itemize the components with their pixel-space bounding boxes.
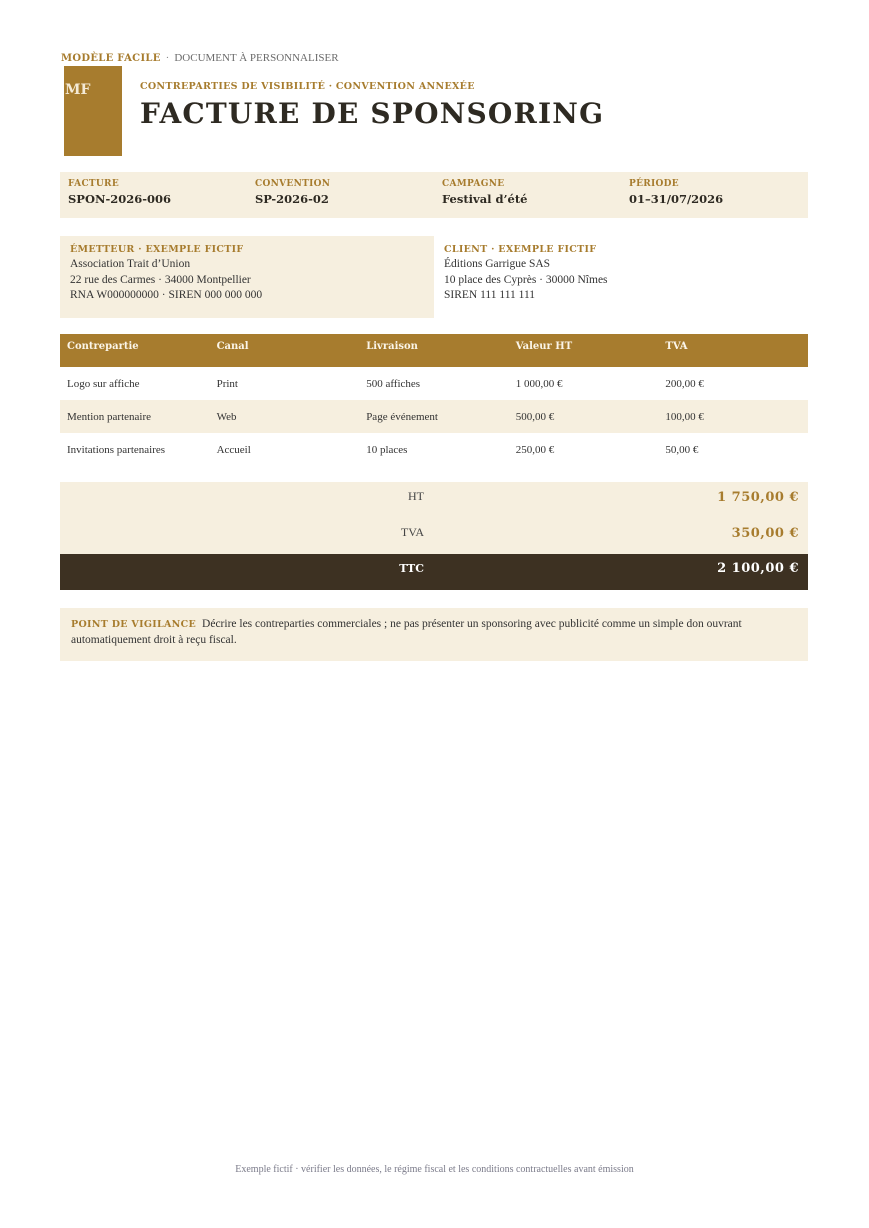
table-row — [60, 433, 808, 466]
total-value: 1 750,00 € — [717, 490, 799, 505]
meta-label: FACTURE — [68, 179, 119, 189]
total-ht-row — [60, 482, 808, 518]
emitter-address: 22 rue des Carmes · 34000 Montpellier — [70, 273, 251, 286]
client-address: 10 place des Cyprès · 30000 Nîmes — [444, 273, 608, 286]
table-cell: Web — [216, 410, 237, 423]
meta-value: Festival d’été — [442, 192, 528, 206]
table-cell: Print — [216, 377, 238, 390]
table-row — [60, 367, 808, 400]
logo — [64, 66, 122, 156]
table-cell: 100,00 € — [665, 410, 704, 423]
note-label: POINT DE VIGILANCE — [71, 619, 197, 630]
client-name: Éditions Garrigue SAS — [444, 258, 551, 270]
page-title: FACTURE DE SPONSORING — [140, 97, 605, 130]
total-tva-row — [60, 518, 808, 554]
client-ids: SIREN 111 111 111 — [444, 289, 536, 301]
top-line — [61, 52, 339, 64]
table-cell: 1 000,00 € — [515, 377, 563, 390]
table-cell: 10 places — [366, 443, 408, 456]
meta-campaign — [434, 172, 621, 218]
table-header — [60, 334, 808, 367]
meta-label: CAMPAGNE — [442, 179, 505, 189]
table-cell: Invitations partenaires — [67, 443, 166, 456]
column-header: Valeur HT — [515, 341, 573, 352]
invoice-meta-band — [60, 172, 808, 218]
document-subtitle: DOCUMENT À PERSONNALISER — [174, 52, 339, 64]
meta-label: CONVENTION — [255, 179, 331, 189]
table-cell: Logo sur affiche — [67, 377, 140, 390]
title-kicker: CONTREPARTIES DE VISIBILITÉ · CONVENTION ANNEXÉE — [140, 81, 475, 92]
table-row — [60, 400, 808, 433]
emitter-block — [60, 236, 434, 318]
total-label: TVA — [400, 525, 424, 539]
brand-label: MODÈLE FACILE — [61, 53, 161, 64]
meta-value: SP-2026-02 — [255, 192, 329, 206]
meta-period — [621, 172, 808, 218]
emitter-name: Association Trait d’Union — [70, 258, 191, 270]
table-cell: 500,00 € — [515, 410, 555, 423]
table-cell: Page événement — [366, 410, 438, 423]
client-block — [434, 236, 808, 318]
emitter-label: ÉMETTEUR · EXEMPLE FICTIF — [70, 244, 244, 255]
total-label: HT — [408, 489, 424, 503]
vigilance-note — [60, 608, 808, 661]
table-cell: 200,00 € — [665, 377, 704, 390]
client-label: CLIENT · EXEMPLE FICTIF — [444, 244, 597, 255]
separator: · — [165, 52, 170, 64]
table-cell: Mention partenaire — [67, 410, 151, 423]
table-cell: 500 affiches — [366, 377, 421, 390]
meta-value: 01–31/07/2026 — [629, 192, 724, 206]
note-text: Décrire les contreparties commerciales ; ne pas présenter un sponsoring avec publicité comme un simple don ouvrant automatiquement droit à reçu fiscal. — [71, 618, 742, 646]
column-header: Canal — [216, 341, 249, 352]
total-ttc-row — [60, 554, 808, 590]
total-value: 2 100,00 € — [717, 561, 799, 576]
totals-block — [60, 482, 808, 590]
line-items-table — [60, 334, 808, 466]
column-header: TVA — [665, 341, 688, 352]
table-cell: Accueil — [216, 443, 251, 456]
footer-disclaimer: Exemple fictif · vérifier les données, le régime fiscal et les conditions contractuelles avant émission — [235, 1164, 634, 1175]
meta-convention — [247, 172, 434, 218]
total-label: TTC — [399, 562, 424, 575]
total-value: 350,00 € — [731, 526, 799, 541]
logo-initials: MF — [65, 82, 91, 98]
meta-value: SPON-2026-006 — [68, 192, 172, 206]
column-header: Contrepartie — [67, 341, 139, 352]
meta-label: PÉRIODE — [629, 179, 679, 189]
table-cell: 50,00 € — [665, 443, 699, 456]
emitter-ids: RNA W000000000 · SIREN 000 000 000 — [70, 289, 263, 301]
column-header: Livraison — [366, 341, 418, 352]
meta-invoice — [60, 172, 247, 218]
table-cell: 250,00 € — [515, 443, 555, 456]
